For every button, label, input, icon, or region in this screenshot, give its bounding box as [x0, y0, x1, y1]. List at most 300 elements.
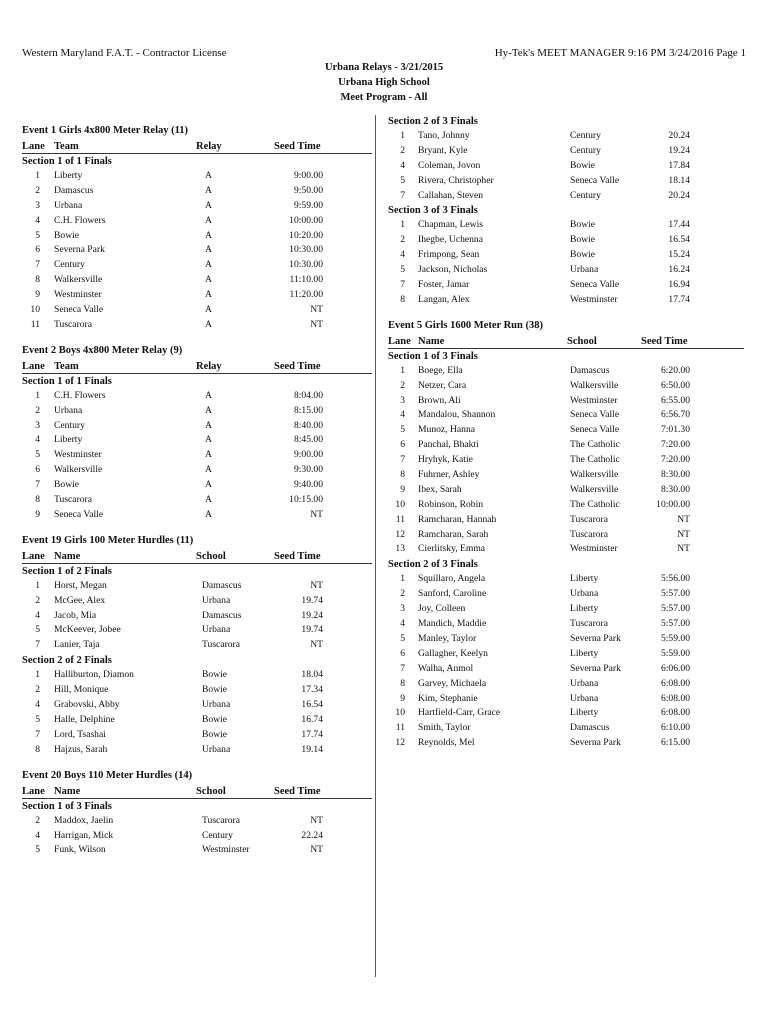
lane-number: 5: [35, 713, 40, 725]
entry-row: [22, 318, 372, 333]
school-name: Liberty: [570, 603, 599, 615]
relay-letter: A: [205, 494, 212, 506]
seed-time: 19.74: [301, 624, 323, 636]
lane-number: 4: [35, 699, 40, 711]
entry-row: [22, 184, 372, 199]
seed-time: NT: [310, 508, 323, 520]
lane-number: 7: [35, 259, 40, 271]
school-name: Walkersville: [570, 469, 619, 481]
section-heading: Section 1 of 3 Finals: [388, 350, 478, 362]
lane-number: 1: [400, 364, 405, 376]
athlete-name: Manley, Taylor: [418, 632, 477, 644]
team-name: C.H. Flowers: [54, 214, 106, 226]
entry-row: [388, 174, 744, 189]
athlete-name: Frimpong, Sean: [418, 249, 480, 261]
seed-time: 10:30.00: [289, 244, 323, 256]
team-name: Century: [54, 259, 85, 271]
meet-venue: Urbana High School: [338, 77, 430, 88]
lane-number: 5: [400, 174, 405, 186]
entry-row: [388, 129, 744, 144]
athlete-name: Boege, Ella: [418, 364, 463, 376]
seed-time: 15.24: [668, 249, 690, 261]
lane-number: 6: [35, 244, 40, 256]
entry-row: [388, 602, 744, 617]
lane-number: 4: [35, 434, 40, 446]
seed-time: 9:00.00: [293, 170, 323, 181]
athlete-name: Jacob, Mia: [54, 609, 97, 621]
entry-row: [388, 662, 744, 677]
entry-row: [22, 728, 372, 743]
entry-row: [22, 288, 372, 303]
seed-time: 17.84: [668, 159, 690, 171]
athlete-name: Squillaro, Angela: [418, 573, 486, 585]
header-group: School: [567, 335, 597, 347]
lane-number: 7: [400, 279, 405, 291]
seed-time: 5:57.00: [660, 618, 690, 630]
relay-letter: A: [205, 289, 212, 301]
entry-row: [22, 433, 372, 448]
school-name: Damascus: [570, 722, 610, 734]
school-name: Urbana: [570, 264, 599, 276]
seed-time: 8:30.00: [660, 469, 690, 481]
entry-row: [22, 683, 372, 698]
lane-number: 8: [400, 293, 405, 305]
meet-program-title: Meet Program - All: [340, 92, 428, 103]
header-seed-time: Seed Time: [641, 335, 688, 347]
entry-row: [22, 829, 372, 844]
lane-number: 10: [395, 707, 405, 719]
school-name: Liberty: [570, 573, 599, 585]
lane-number: 6: [400, 439, 405, 451]
header-seed-time: Seed Time: [274, 785, 321, 797]
event-gap: [388, 308, 744, 318]
lane-number: 5: [400, 424, 405, 436]
athlete-name: Bryant, Kyle: [418, 144, 468, 156]
athlete-name: Horst, Megan: [54, 579, 107, 591]
school-name: Walkersville: [570, 379, 619, 391]
athlete-name: Funk, Wilson: [54, 844, 106, 856]
entry-row: [388, 721, 744, 736]
column-header: [22, 140, 372, 154]
lane-number: 12: [395, 737, 405, 749]
school-name: Urbana: [202, 594, 231, 606]
entry-row: [22, 463, 372, 478]
lane-number: 2: [35, 684, 40, 696]
relay-letter: A: [205, 389, 212, 401]
relay-letter: A: [205, 434, 212, 446]
lane-number: 8: [35, 274, 40, 286]
entry-row: [22, 698, 372, 713]
lane-number: 9: [35, 508, 40, 520]
school-name: Bowie: [570, 159, 596, 171]
event-title: Event 20 Boys 110 Meter Hurdles (14): [22, 769, 193, 781]
lane-number: 6: [400, 647, 405, 659]
entry-row: [22, 404, 372, 419]
lane-number: 12: [395, 528, 405, 540]
header-lane: Lane: [22, 785, 45, 797]
lane-number: 7: [400, 454, 405, 466]
athlete-name: Chapman, Lewis: [418, 219, 484, 231]
team-name: Liberty: [54, 170, 83, 181]
seed-time: 16.54: [301, 699, 323, 711]
section-heading: Section 1 of 1 Finals: [22, 156, 112, 167]
event-gap: [22, 523, 372, 533]
entry-row: [388, 542, 744, 557]
seed-time: 5:57.00: [660, 603, 690, 615]
relay-letter: A: [205, 479, 212, 491]
entry-row: [22, 448, 372, 463]
entry-row: [22, 609, 372, 624]
athlete-name: Panchal, Bhakti: [418, 439, 479, 451]
school-name: Tuscarora: [570, 618, 609, 630]
section-heading: Section 2 of 3 Finals: [388, 116, 478, 127]
entry-row: [22, 623, 372, 638]
team-name: Severna Park: [54, 244, 105, 256]
event-title: Event 1 Girls 4x800 Meter Relay (11): [22, 125, 189, 136]
team-name: Urbana: [54, 404, 83, 416]
entry-row: [388, 692, 744, 707]
athlete-name: Gallagher, Keelyn: [418, 647, 488, 659]
lane-number: 4: [400, 159, 405, 171]
seed-time: 8:40.00: [293, 419, 323, 431]
lane-number: 2: [400, 144, 405, 156]
entry-row: [388, 144, 744, 159]
seed-time: NT: [310, 639, 323, 651]
header-group: Relay: [196, 141, 222, 152]
entry-row: [22, 638, 372, 653]
lane-number: 1: [400, 573, 405, 585]
lane-number: 10: [395, 498, 405, 510]
lane-number: 4: [35, 609, 40, 621]
school-name: Urbana: [202, 624, 231, 636]
entry-row: [22, 273, 372, 288]
lane-number: 3: [35, 199, 40, 211]
header-group: Relay: [196, 360, 222, 372]
header-meet-manager: Hy-Tek's MEET MANAGER 9:16 PM 3/24/2016 Page 1: [494, 47, 746, 59]
seed-time: 11:10.00: [289, 274, 323, 286]
lane-number: 11: [395, 722, 405, 734]
athlete-name: Foster, Jamar: [418, 279, 470, 291]
header-lane: Lane: [22, 360, 45, 372]
lane-number: 2: [35, 594, 40, 606]
seed-time: 10:20.00: [289, 229, 323, 241]
athlete-name: Langan, Alex: [418, 293, 470, 305]
header-name: Name: [54, 550, 81, 562]
team-name: Seneca Valle: [54, 508, 104, 520]
school-name: Century: [570, 144, 601, 156]
team-name: Westminster: [54, 289, 102, 301]
section-heading: Section 2 of 3 Finals: [388, 559, 478, 571]
athlete-name: Ihegbe, Uchenna: [418, 234, 483, 246]
seed-time: 10:15.00: [289, 494, 323, 506]
team-name: Tuscarora: [54, 494, 93, 506]
athlete-name: Grabovski, Abby: [54, 699, 120, 711]
athlete-name: Fuhrner, Ashley: [418, 469, 480, 481]
lane-number: 11: [395, 513, 405, 525]
team-name: Walkersville: [54, 464, 103, 476]
team-name: Damascus: [54, 184, 94, 196]
section-heading: Section 1 of 2 Finals: [22, 565, 112, 577]
school-name: Seneca Valle: [570, 409, 620, 421]
seed-time: 8:04.00: [293, 389, 323, 401]
school-name: Century: [570, 130, 601, 141]
team-name: Urbana: [54, 199, 83, 211]
entry-row: [388, 483, 744, 498]
header-license: Western Maryland F.A.T. - Contractor License: [22, 47, 227, 59]
seed-time: NT: [677, 528, 690, 540]
header-seed-time: Seed Time: [274, 550, 321, 562]
seed-time: 6:08.00: [660, 692, 690, 704]
seed-time: 9:00.00: [293, 449, 323, 461]
lane-number: 2: [400, 588, 405, 600]
lane-number: 9: [35, 289, 40, 301]
lane-number: 1: [35, 389, 40, 401]
lane-number: 5: [35, 624, 40, 636]
lane-number: 8: [400, 469, 405, 481]
lane-number: 3: [35, 419, 40, 431]
column-header: [22, 360, 372, 374]
lane-number: 2: [35, 814, 40, 826]
seed-time: 5:59.00: [660, 647, 690, 659]
entry-row: [22, 508, 372, 523]
school-name: Westminster: [570, 394, 618, 406]
seed-time: 9:40.00: [293, 479, 323, 491]
entry-row: [388, 293, 744, 308]
athlete-name: Netzer, Cara: [418, 379, 467, 391]
school-name: Liberty: [570, 647, 599, 659]
lane-number: 4: [400, 409, 405, 421]
athlete-name: Brown, Ali: [418, 394, 461, 406]
athlete-name: Sanford, Caroline: [418, 588, 487, 600]
entry-row: [22, 169, 372, 184]
seed-time: 18.14: [668, 174, 690, 186]
column-header: [22, 785, 372, 799]
entry-row: [388, 248, 744, 263]
school-name: Bowie: [202, 684, 228, 696]
athlete-name: Tano, Johnny: [418, 130, 470, 141]
event-title: Event 2 Boys 4x800 Meter Relay (9): [22, 344, 183, 356]
team-name: Seneca Valle: [54, 304, 104, 316]
seed-time: 7:01.30: [660, 424, 690, 436]
relay-letter: A: [205, 404, 212, 416]
lane-number: 4: [35, 214, 40, 226]
entry-row: [22, 229, 372, 244]
relay-letter: A: [205, 259, 212, 271]
entry-row: [22, 199, 372, 214]
school-name: Damascus: [202, 609, 242, 621]
header-name: Team: [54, 141, 79, 152]
section-heading: Section 1 of 3 Finals: [22, 800, 112, 812]
entry-row: [388, 677, 744, 692]
entry-row: [388, 617, 744, 632]
entry-row: [388, 218, 744, 233]
school-name: Seneca Valle: [570, 279, 620, 291]
athlete-name: McGee, Alex: [54, 594, 106, 606]
school-name: The Catholic: [570, 439, 620, 451]
relay-letter: A: [205, 184, 212, 196]
school-name: Bowie: [570, 234, 596, 246]
school-name: Bowie: [202, 728, 228, 740]
school-name: Walkersville: [570, 483, 619, 495]
school-name: Tuscarora: [570, 528, 609, 540]
header-lane: Lane: [22, 141, 45, 152]
school-name: The Catholic: [570, 498, 620, 510]
entry-row: [388, 587, 744, 602]
entry-row: [388, 278, 744, 293]
seed-time: 10:00.00: [656, 498, 690, 510]
section-heading: Section 1 of 1 Finals: [22, 375, 112, 387]
school-name: Century: [202, 829, 233, 841]
entry-row: [22, 579, 372, 594]
entry-row: [388, 572, 744, 587]
event-gap: [22, 758, 372, 768]
event-gap: [22, 333, 372, 343]
header-group: School: [196, 550, 226, 562]
seed-time: 6:08.00: [660, 677, 690, 689]
seed-time: 6:50.00: [660, 379, 690, 391]
school-name: Urbana: [570, 692, 599, 704]
athlete-name: Smith, Taylor: [418, 722, 471, 734]
relay-letter: A: [205, 244, 212, 256]
relay-letter: A: [205, 449, 212, 461]
column-header: [22, 550, 372, 564]
seed-time: 9:59.00: [293, 199, 323, 211]
seed-time: 5:59.00: [660, 632, 690, 644]
lane-number: 13: [395, 543, 405, 555]
school-name: Century: [570, 189, 601, 201]
school-name: Severna Park: [570, 737, 621, 749]
athlete-name: Lanier, Taja: [54, 639, 100, 651]
seed-time: NT: [310, 579, 323, 591]
seed-time: 8:30.00: [660, 483, 690, 495]
seed-time: 8:15.00: [293, 404, 323, 416]
entry-row: [22, 419, 372, 434]
seed-time: 19.24: [668, 144, 690, 156]
entry-row: [22, 243, 372, 258]
seed-time: 5:56.00: [660, 573, 690, 585]
lane-number: 1: [35, 170, 40, 181]
seed-time: NT: [310, 814, 323, 826]
seed-time: 6:10.00: [660, 722, 690, 734]
entry-row: [22, 668, 372, 683]
lane-number: 7: [400, 662, 405, 674]
school-name: Damascus: [570, 364, 610, 376]
lane-number: 1: [400, 219, 405, 231]
seed-time: 16.94: [668, 279, 690, 291]
athlete-name: Jackson, Nicholas: [418, 264, 488, 276]
relay-letter: A: [205, 170, 212, 181]
seed-time: NT: [677, 513, 690, 525]
lane-number: 9: [400, 483, 405, 495]
lane-number: 7: [35, 479, 40, 491]
entry-row: [388, 379, 744, 394]
lane-number: 11: [30, 318, 40, 330]
school-name: Severna Park: [570, 632, 621, 644]
entry-row: [388, 233, 744, 248]
header-seed-time: Seed Time: [274, 360, 321, 372]
school-name: Damascus: [202, 579, 242, 591]
seed-time: NT: [310, 318, 323, 330]
school-name: Seneca Valle: [570, 174, 620, 186]
entry-row: [22, 594, 372, 609]
lane-number: 7: [35, 728, 40, 740]
seed-time: 7:20.00: [660, 439, 690, 451]
entry-row: [388, 647, 744, 662]
lane-number: 8: [35, 743, 40, 755]
athlete-name: Joy, Colleen: [418, 603, 466, 615]
header-seed-time: Seed Time: [274, 141, 321, 152]
entry-row: [388, 189, 744, 204]
seed-time: 9:50.00: [293, 184, 323, 196]
team-name: Bowie: [54, 479, 80, 491]
school-name: Westminster: [570, 543, 618, 555]
seed-time: 6:15.00: [660, 737, 690, 749]
athlete-name: Ramcharan, Sarah: [418, 528, 489, 540]
entry-row: [22, 258, 372, 273]
entry-row: [388, 263, 744, 278]
athlete-name: Mandalou, Shannon: [418, 409, 496, 421]
athlete-name: Halle, Delphine: [54, 713, 115, 725]
athlete-name: Hill, Monique: [54, 684, 109, 696]
lane-number: 7: [35, 639, 40, 651]
athlete-name: Coleman, Jovon: [418, 159, 481, 171]
relay-letter: A: [205, 464, 212, 476]
lane-number: 5: [35, 449, 40, 461]
seed-time: 10:30.00: [289, 259, 323, 271]
team-name: Westminster: [54, 449, 102, 461]
athlete-name: McKeever, Jobee: [54, 624, 121, 636]
seed-time: 17.34: [301, 684, 323, 696]
athlete-name: Ibex, Sarah: [418, 483, 462, 495]
header-name: Name: [54, 785, 81, 797]
seed-time: 19.24: [301, 609, 323, 621]
school-name: Bowie: [202, 713, 228, 725]
lane-number: 2: [35, 184, 40, 196]
relay-letter: A: [205, 304, 212, 316]
entry-row: [388, 438, 744, 453]
athlete-name: Ramcharan, Hannah: [418, 513, 497, 525]
seed-time: 6:56.70: [660, 409, 690, 421]
entry-row: [22, 743, 372, 758]
athlete-name: Rivera, Christopher: [418, 174, 494, 186]
seed-time: 17.74: [301, 728, 323, 740]
lane-number: 5: [400, 264, 405, 276]
header-lane: Lane: [22, 550, 45, 562]
school-name: Seneca Valle: [570, 424, 620, 436]
athlete-name: Halliburton, Diamon: [54, 669, 134, 681]
lane-number: 7: [400, 189, 405, 201]
section-heading: Section 2 of 2 Finals: [22, 655, 112, 667]
school-name: Tuscarora: [570, 513, 609, 525]
team-name: Tuscarora: [54, 318, 93, 330]
athlete-name: Maddox, Jaelin: [54, 814, 114, 826]
entry-row: [388, 423, 744, 438]
column-header: [388, 335, 744, 349]
school-name: Urbana: [570, 677, 599, 689]
team-name: Century: [54, 419, 85, 431]
entry-row: [388, 364, 744, 379]
athlete-name: Mandich, Maddie: [418, 618, 487, 630]
lane-number: 10: [30, 304, 40, 316]
lane-number: 4: [400, 618, 405, 630]
lane-number: 3: [400, 394, 405, 406]
entry-row: [388, 453, 744, 468]
lane-number: 2: [35, 404, 40, 416]
lane-number: 2: [400, 234, 405, 246]
school-name: Westminster: [202, 844, 250, 856]
entry-row: [388, 513, 744, 528]
school-name: Bowie: [202, 669, 228, 681]
